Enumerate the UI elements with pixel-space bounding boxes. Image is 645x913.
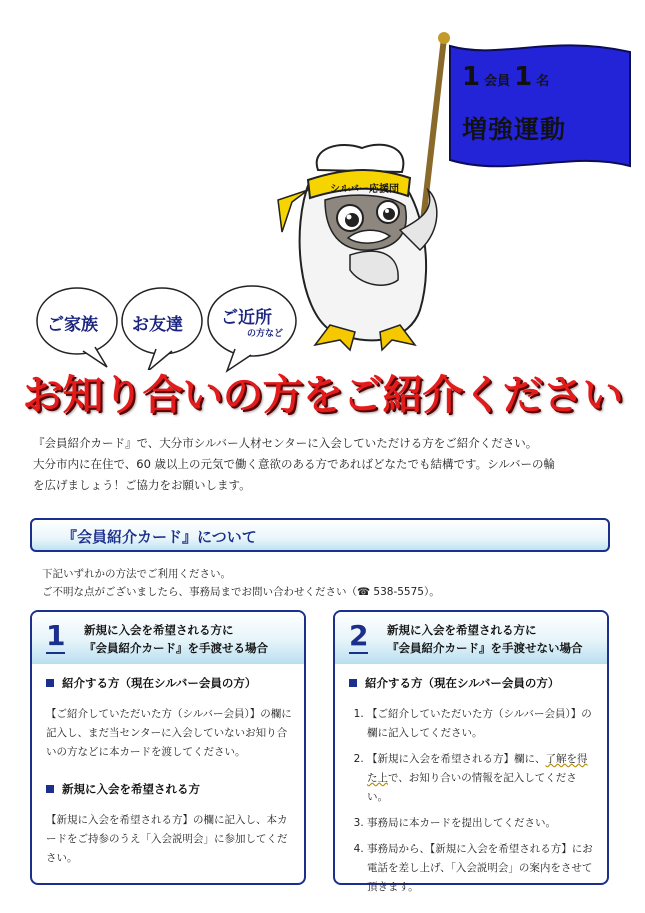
card-number: 2 [349, 619, 369, 652]
square-bullet-icon [46, 785, 54, 793]
card-title-line: 新規に入会を希望される方に [387, 623, 537, 637]
card-paragraph: 【新規に入会を希望される方】の欄に記入し、本カードをご持参のうえ「入会説明会」に参加してください。 [46, 814, 288, 864]
square-bullet-icon [46, 679, 54, 687]
intro-line: を広げましょう！ご協力をお願いします。 [33, 478, 251, 492]
intro-line: 『会員紹介カード』で、大分市シルバー人材センターに入会していただける方をご紹介ください。 [33, 436, 538, 450]
note-line: ご不明な点がございましたら、事務局までお問い合わせください（☎ 538-5575）。 [42, 586, 440, 598]
card-paragraph: 【ご紹介していただいた方（シルバー会員）】の欄に記入し、まだ当センターに入会していないお知り合いの方などに本カードを渡してください。 [46, 708, 292, 758]
flag-number: 1 [462, 62, 481, 92]
step-item: 3. 事務局に本カードを提出してください。 [367, 814, 595, 833]
intro-text [33, 433, 618, 496]
section-title: 『会員紹介カード』について [62, 528, 257, 546]
card-title [84, 621, 268, 657]
subheading-text: 紹介する方（現在シルバー会員の方） [62, 676, 257, 690]
method-card-1 [30, 610, 306, 885]
card-title-line: 新規に入会を希望される方に [84, 623, 234, 637]
card-subheading [46, 780, 292, 799]
subheading-text: 紹介する方（現在シルバー会員の方） [365, 676, 560, 690]
steps-list [349, 705, 595, 897]
flag-slogan-line1 [462, 62, 549, 92]
headline: お知り合いの方をご紹介ください [22, 371, 623, 419]
bubble-label: ご近所 [221, 308, 272, 328]
bubble-sublabel: の方など [247, 329, 284, 339]
flag-graphic [430, 38, 635, 178]
card-subheading [46, 674, 292, 693]
step-item [367, 750, 595, 807]
bubble-family [35, 285, 120, 370]
card-title-line: 『会員紹介カード』を手渡せる場合 [84, 641, 268, 655]
emphasis-text: 了解を得た上 [367, 753, 588, 784]
intro-line: 大分市内に在住で、60 歳以上の元気で働く意欲のある方であればどなたでも結構です。シルバーの輪 [33, 457, 556, 471]
card-header [335, 612, 607, 664]
step-text: で、お知り合いの情報を記入してください。 [367, 772, 577, 803]
method-card-2 [333, 610, 609, 893]
usage-note [42, 565, 440, 601]
flag-slogan-line2: 増強運動 [462, 115, 567, 144]
bubble-label: ご家族 [47, 315, 98, 335]
flag-number: 1 [514, 62, 533, 92]
card-title-line: 『会員紹介カード』を手渡せない場合 [387, 641, 583, 655]
headband-text: シルバー応援団 [330, 184, 400, 195]
section-header [30, 518, 610, 552]
campaign-flag [430, 38, 635, 178]
note-line: 下記いずれかの方法でご利用ください。 [42, 568, 231, 580]
flag-word: 名 [536, 74, 550, 89]
bubble-friends [120, 285, 205, 370]
step-text: 【新規に入会を希望される方】欄に、 [367, 753, 546, 765]
bubble-neighbors [205, 283, 300, 373]
step-item: 1. 【ご紹介していただいた方（シルバー会員）】の欄に記入してください。 [367, 705, 595, 743]
card-body [349, 674, 595, 904]
subheading-text: 新規に入会を希望される方 [62, 782, 200, 796]
step-item: 4. 事務局から、【新規に入会を希望される方】にお電話を差し上げ、「入会説明会」の案内をさせて頂きます。 [367, 840, 595, 897]
card-title [387, 621, 583, 657]
flag-word: 会員 [484, 74, 511, 89]
card-body [46, 674, 292, 886]
card-subheading [349, 674, 595, 693]
square-bullet-icon [349, 679, 357, 687]
card-number: 1 [46, 619, 66, 652]
bubble-label: お友達 [132, 315, 183, 335]
card-header [32, 612, 304, 664]
